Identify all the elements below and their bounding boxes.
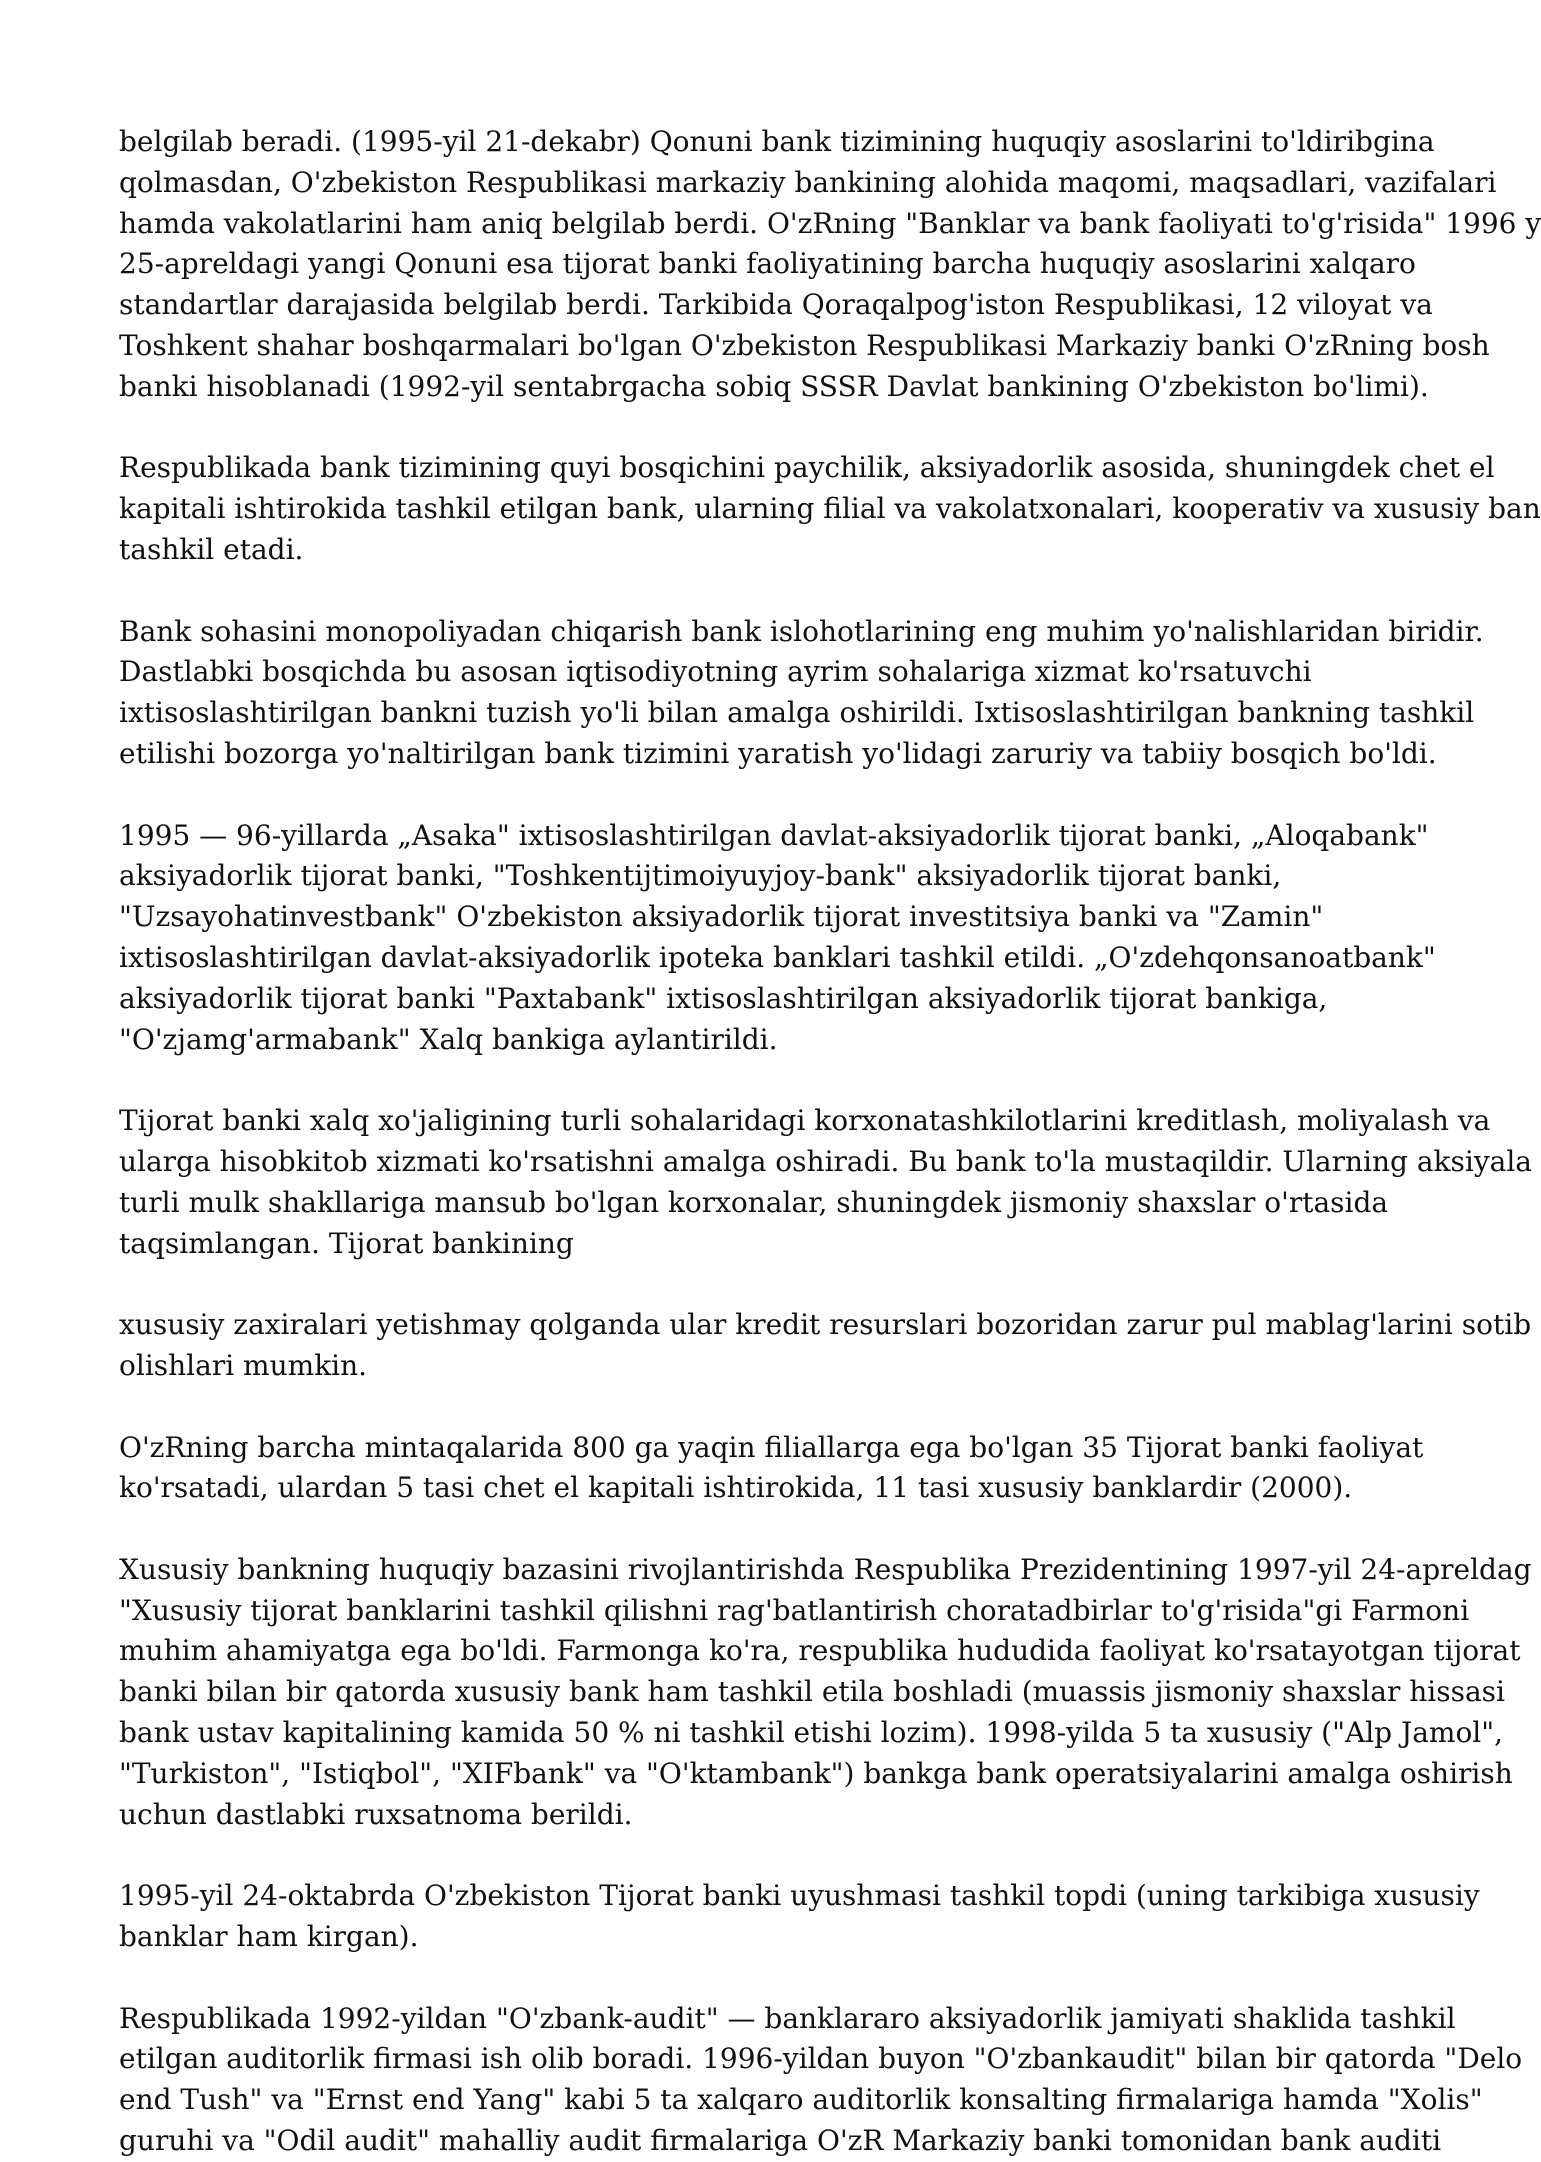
text-line: end Tush" va "Ernst end Yang" kabi 5 ta xalqaro auditorlik konsalting firmalariga hamda "Xolis" bbox=[119, 2083, 1483, 2117]
text-line: etilishi bozorga yo'naltirilgan bank tizimini yaratish yo'lidagi zaruriy va tabiiy bosqich bo'ldi. bbox=[119, 736, 1437, 770]
text-line: O'zRning barcha mintaqalarida 800 ga yaqin filiallarga ega bo'lgan 35 Tijorat banki faoliyat bbox=[119, 1430, 1424, 1464]
text-line: muhim ahamiyatga ega bo'ldi. Farmonga ko'ra, respublika hududida faoliyat ko'rsatayotgan tijorat bbox=[119, 1634, 1521, 1668]
text-line: turli mulk shakllariga mansub bo'lgan korxonalar, shuningdek jismoniy shaxslar o'rtasida bbox=[119, 1185, 1389, 1219]
text-line: banki hisoblanadi (1992-yil sentabrgacha sobiq SSSR Davlat bankining O'zbekiston bo'limi). bbox=[119, 369, 1429, 403]
text-line: Toshkent shahar boshqarmalari bo'lgan O'zbekiston Respublikasi Markaziy banki O'zRning bosh bbox=[119, 328, 1490, 362]
paragraph-10 bbox=[119, 1999, 1523, 2162]
text-line: "Xususiy tijorat banklarini tashkil qilishni rag'batlantirish choratadbirlar to'g'risida"gi Farmoni bbox=[119, 1593, 1470, 1627]
text-line: Xususiy bankning huquqiy bazasini rivojlantirishda Respublika Prezidentining 1997-yil 24-apreldag bbox=[119, 1552, 1532, 1586]
paragraph-8 bbox=[119, 1550, 1532, 1836]
text-line: 1995 — 96-yillarda „Asaka" ixtisoslashtirilgan davlat-aksiyadorlik tijorat banki, „Aloqabank" bbox=[119, 818, 1429, 852]
text-line: "O'zjamg'armabank" Xalq bankiga aylantirildi. bbox=[119, 1022, 778, 1056]
text-line: olishlari mumkin. bbox=[119, 1348, 368, 1382]
text-line: aksiyadorlik tijorat banki, "Toshkentijtimoiyuyjoy-bank" aksiyadorlik tijorat banki, bbox=[119, 859, 1282, 893]
text-line: Tijorat banki xalq xo'jaligining turli sohalaridagi korxonatashkilotlarini kreditlash, moliyalash va bbox=[119, 1104, 1491, 1138]
text-line: "Turkiston", "Istiqbol", "XIFbank" va "O'ktambank") bankga bank operatsiyalarini amalga oshirish bbox=[119, 1756, 1513, 1790]
text-line: "Uzsayohatinvestbank" O'zbekiston aksiyadorlik tijorat investitsiya banki va "Zamin" bbox=[119, 900, 1324, 934]
document-page bbox=[119, 122, 1541, 2158]
text-line: hamda vakolatlarini ham aniq belgilab berdi. O'zRning "Banklar va bank faoliyati to'g'risida" 1996 y bbox=[119, 206, 1541, 240]
text-line: tashkil etadi. bbox=[119, 532, 304, 566]
text-line: ularga hisobkitob xizmati ko'rsatishni amalga oshiradi. Bu bank to'la mustaqildir. Ularning aksiyala bbox=[119, 1144, 1533, 1178]
text-line: Bank sohasini monopoliyadan chiqarish bank islohotlarining eng muhim yo'nalishlaridan biridir. bbox=[119, 614, 1484, 648]
text-line: xususiy zaxiralari yetishmay qolganda ular kredit resurslari bozoridan zarur pul mablag'larini sotib bbox=[119, 1308, 1532, 1342]
text-line: Dastlabki bosqichda bu asosan iqtisodiyotning ayrim sohalariga xizmat ko'rsatuvchi bbox=[119, 655, 1312, 689]
text-line: etilgan auditorlik firmasi ish olib boradi. 1996-yildan buyon "O'zbankaudit" bilan bir qatorda "Delo bbox=[119, 2042, 1523, 2076]
text-line: qolmasdan, O'zbekiston Respublikasi markaziy bankining alohida maqomi, maqsadlari, vazifalari bbox=[119, 165, 1497, 199]
text-line: 25-apreldagi yangi Qonuni esa tijorat banki faoliyatining barcha huquqiy asoslarini xalqaro bbox=[119, 247, 1416, 281]
paragraph-2 bbox=[119, 448, 1541, 570]
text-line: Respublikada 1992-yildan "O'zbank-audit" — banklararo aksiyadorlik jamiyati shaklida tashkil bbox=[119, 2001, 1456, 2035]
text-line: ixtisoslashtirilgan bankni tuzish yo'li bilan amalga oshirildi. Ixtisoslashtirilgan bankning tashkil bbox=[119, 696, 1475, 730]
text-line: Respublikada bank tizimining quyi bosqichini paychilik, aksiyadorlik asosida, shuningdek chet el bbox=[119, 451, 1495, 485]
paragraph-6 bbox=[119, 1305, 1532, 1387]
text-line: ko'rsatadi, ulardan 5 tasi chet el kapitali ishtirokida, 11 tasi xususiy banklardir (2000). bbox=[119, 1471, 1353, 1505]
paragraph-5 bbox=[119, 1101, 1533, 1264]
text-line: uchun dastlabki ruxsatnoma berildi. bbox=[119, 1797, 633, 1831]
paragraph-1 bbox=[119, 122, 1541, 408]
paragraph-4 bbox=[119, 816, 1500, 1061]
text-line: ixtisoslashtirilgan davlat-aksiyadorlik ipoteka banklari tashkil etildi. „O'zdehqonsanoatbank" bbox=[119, 940, 1436, 974]
text-line: belgilab beradi. (1995-yil 21-dekabr) Qonuni bank tizimining huquqiy asoslarini to'ldiribgina bbox=[119, 125, 1435, 158]
text-line: standartlar darajasida belgilab berdi. Tarkibida Qoraqalpog'iston Respublikasi, 12 viloyat va bbox=[119, 288, 1433, 322]
paragraph-7 bbox=[119, 1428, 1500, 1510]
text-line: banki bilan bir qatorda xususiy bank ham tashkil etila boshladi (muassis jismoniy shaxslar hissasi bbox=[119, 1675, 1505, 1709]
text-line: kapitali ishtirokida tashkil etilgan bank, ularning filial va vakolatxonalari, kooperativ va xususiy ban bbox=[119, 492, 1541, 526]
text-line: 1995-yil 24-oktabrda O'zbekiston Tijorat banki uyushmasi tashkil topdi (uning tarkibiga xususiy bbox=[119, 1879, 1480, 1913]
text-line: guruhi va "Odil audit" mahalliy audit firmalariga O'zR Markaziy banki tomonidan bank auditi bbox=[119, 2124, 1442, 2158]
paragraph-3 bbox=[119, 612, 1500, 775]
text-line: bank ustav kapitalining kamida 50 % ni tashkil etishi lozim). 1998-yilda 5 ta xususiy ("Alp Jamol", bbox=[119, 1716, 1504, 1750]
text-line: aksiyadorlik tijorat banki "Paxtabank" ixtisoslashtirilgan aksiyadorlik tijorat bankiga, bbox=[119, 981, 1328, 1015]
text-line: banklar ham kirgan). bbox=[119, 1920, 419, 1954]
paragraph-9 bbox=[119, 1876, 1500, 1958]
text-line: taqsimlangan. Tijorat bankining bbox=[119, 1226, 574, 1260]
